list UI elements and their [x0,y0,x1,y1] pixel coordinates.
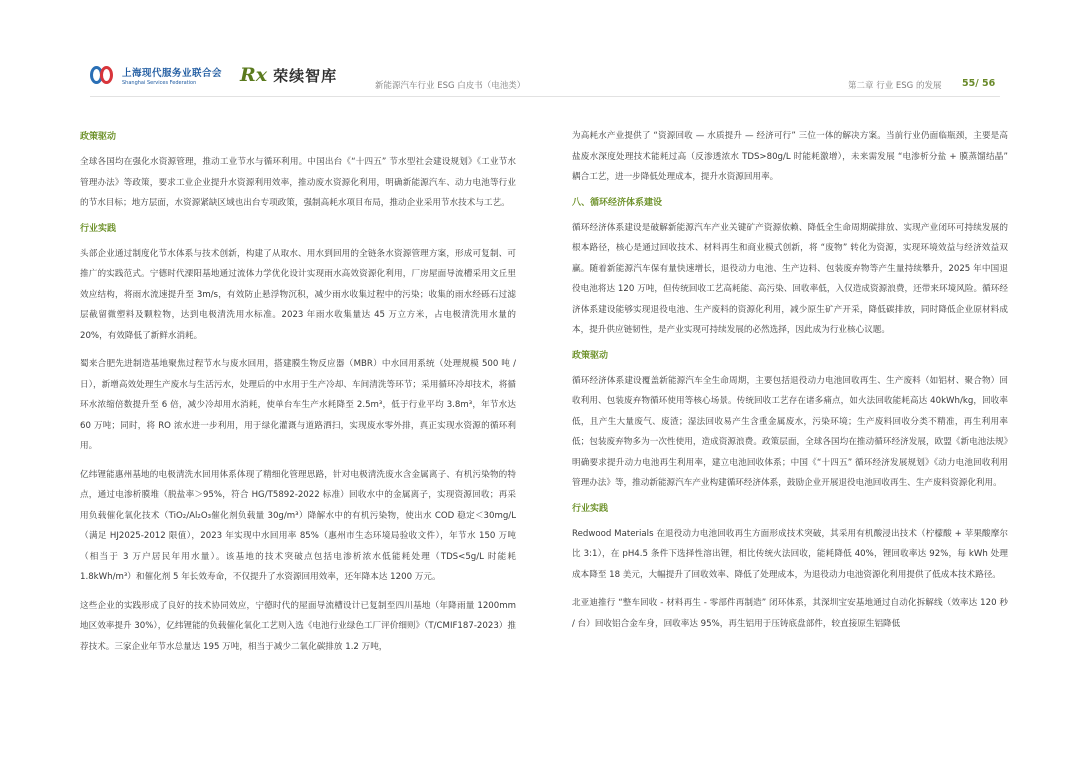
section-heading-policy: 政策驱动 [80,132,117,142]
page-number: 55/ 56 [962,78,996,89]
federation-logo [90,64,222,86]
chapter-title: 第二章 行业 ESG 的发展 [848,81,942,91]
section-heading-practice: 行业实践 [572,503,609,514]
paragraph: 循环经济体系建设是破解新能源汽车产业关键矿产资源依赖、降低全生命周期碳排放、实现产业闭环可持续发展的根本路径，核心是通过回收技术、材料再生和商业模式创新，将 “废物” 转化为资源，实现环境效益与经济效益双赢。随着新能源汽车保有量快速增长，退役动力电池、生产边料、包装废弃物等产生量持续攀升，2025 年中国退役电池将达 120 万吨，但传统回收工艺高耗能、高污染、回收率低，入仅造成资源浪费，还带来环境风险。循环经济体系建设能够实现退役电池、生产废料的资源化利用，减少原生矿产开采，降低碳排放，同时降低企业原材料成本，提升供应链韧性，是产业实现可持续发展的必然选择，因此成为行业核心议题。 [572,222,1008,335]
section-heading-circular-economy: 八、循环经济体系建设 [572,197,663,208]
paragraph: 北亚迪推行 “整车回收 - 材料再生 - 零部件再制造” 闭环体系，其深圳宝安基地通过自动化拆解线（效率达 120 秒 / 台）回收铝合金车身，回收率达 95%，再生铝用于压铸底盘部件，较直接原生铝降低 [572,598,1008,629]
rx-logo-icon: Rx [240,64,268,86]
paragraph: 这些企业的实践形成了良好的技术协同效应，宁德时代的屋面导流槽设计已复制至四川基地（年降雨量 1200mm 地区效率提升 30%），亿纬锂能的负载催化氧化工艺则入选《电池行业绿色工厂评价细则》（T/CMIF187-2023）推荐技术。三家企业年节水总量达 195 万吨，相当于减少二氧化碳排放 1.2 万吨， [80,600,516,652]
paragraph: 头部企业通过制度化节水体系与技术创新，构建了从取水、用水到回用的全链条水资源管理方案，形成可复制、可推广的实践范式。宁德时代溧阳基地通过流体力学优化设计实现雨水高效资源化利用，厂房屋面导流槽采用文丘里效应结构，将雨水流速提升至 3m/s，有效防止悬浮物沉积，减少雨水收集过程中的污染；收集的雨水经砾石过滤层截留微塑料及颗粒物，达到电极清洗用水标准。2023 年雨水收集量达 45 万立方米，占电极清洗用水量的 20%，有效降低了新鲜水消耗。 [80,248,516,341]
paragraph: 蜀来合肥先进制造基地聚焦过程节水与废水回用，搭建膜生物反应器（MBR）中水回用系统（处理规模 500 吨 / 日），新增高效处理生产废水与生活污水，处理后的中水用于生产冷却、车间清洗等环节；采用循环冷却技术，将循环水浓缩倍数提升至 6 倍，减少冷却用水消耗，使单台车生产水耗降至 2.5m³，低于行业平均 3.8m³，年节水达 60 万吨；同时，将 RO 浓水进一步利用，用于绿化灌溉与道路洒扫，实现废水零外排，真正实现水资源的循环利用。 [80,359,516,451]
header-divider [90,96,1000,97]
paragraph: Redwood Materials 在退役动力电池回收再生方面形成技术突破，其采用有机酸浸出技术（柠檬酸 + 苹果酸摩尔比 3:1），在 pH4.5 条件下选择性溶出锂，相比传统火法回收，能耗降低 40%，锂回收率达 92%，每 kWh 处理成本降至 18 美元，大幅提升了回收效率、降低了处理成本，为退役动力电池资源化利用提供了低成本技术路径。 [572,528,1008,580]
section-heading-practice: 行业实践 [80,223,117,234]
think-tank-logo [240,64,337,86]
left-column [80,130,516,665]
document-title: 新能源汽车行业 ESG 白皮书（电池类） [375,81,526,91]
federation-name-en: Shanghai Services Federation [122,79,197,86]
federation-name-cn: 上海现代服务业联合会 [122,67,223,79]
paragraph: 亿纬锂能惠州基地的电极清洗水回用体系体现了精细化管理思路，针对电极清洗废水含金属离子、有机污染物的特点，通过电渗析膜堆（脱盐率＞95%，符合 HG/T5892-2022 标准）回收水中的金属离子，实现资源回收；再采用负载催化氧化技术（TiO₂/Al₂O₃催化剂负载量 30g/m³）降解水中的有机污染物，使出水 COD 稳定＜30mg/L（满足 HJ2025-2012 限值），2023 年实现中水回用率 85%（惠州市生态环境局验收文件），年节水 150 万吨（相当于 3 万户居民年用水量）。该基地的技术突破点包括电渗析浓水低能耗处理（TDS<5g/L 时能耗 1.8kWh/m³）和催化剂 5 年长效寿命，不仅提升了水资源回用效率，还年降本达 1200 万元。 [80,469,516,582]
paragraph: 全球各国均在强化水资源管理，推动工业节水与循环利用。中国出台《“十四五” 节水型社会建设规划》《工业节水管理办法》等政策，要求工业企业提升水资源利用效率，推动废水资源化利用，明确新能源汽车、动力电池等行业的节水目标；地方层面，水资源紧缺区域也出台专项政策，强制高耗水项目布局，推动企业采用节水技术与工艺。 [80,157,516,208]
page-header [0,0,1080,110]
right-column [572,126,1008,642]
federation-logo-icon [90,64,116,86]
section-heading-policy: 政策驱动 [572,350,609,361]
paragraph: 循环经济体系建设覆盖新能源汽车全生命周期，主要包括退役动力电池回收再生、生产废料（如铝材、聚合物）回收利用、包装废弃物循环使用等核心场景。传统回收工艺存在诸多痛点，如火法回收能耗高达 40kWh/kg，回收率低，且产生大量废气、废渣；湿法回收易产生含重金属废水，污染环境；生产废料回收分类不精准，再生利用率低；包装废弃物多为一次性使用，造成资源浪费。政策层面，全球各国均在推动循环经济发展，欧盟《新电池法规》明确要求提升动力电池再生利用率，建立电池回收体系；中国《“十四五” 循环经济发展规划》《动力电池回收利用管理办法》等，推动新能源汽车产业构建循环经济体系，鼓励企业开展退役电池回收再生、生产废料资源化利用。 [572,375,1008,488]
think-tank-name: 荣续智库 [273,66,338,85]
paragraph: 为高耗水产业提供了 “资源回收 — 水质提升 — 经济可行” 三位一体的解决方案。当前行业仍面临瓶颈，主要是高盐废水深度处理技术能耗过高（反渗透浓水 TDS>80g/L 时能耗激增），未来需发展 “电渗析分盐 + 膜蒸馏结晶” 耦合工艺，进一步降低处理成本，提升水资源回用率。 [572,131,1008,182]
